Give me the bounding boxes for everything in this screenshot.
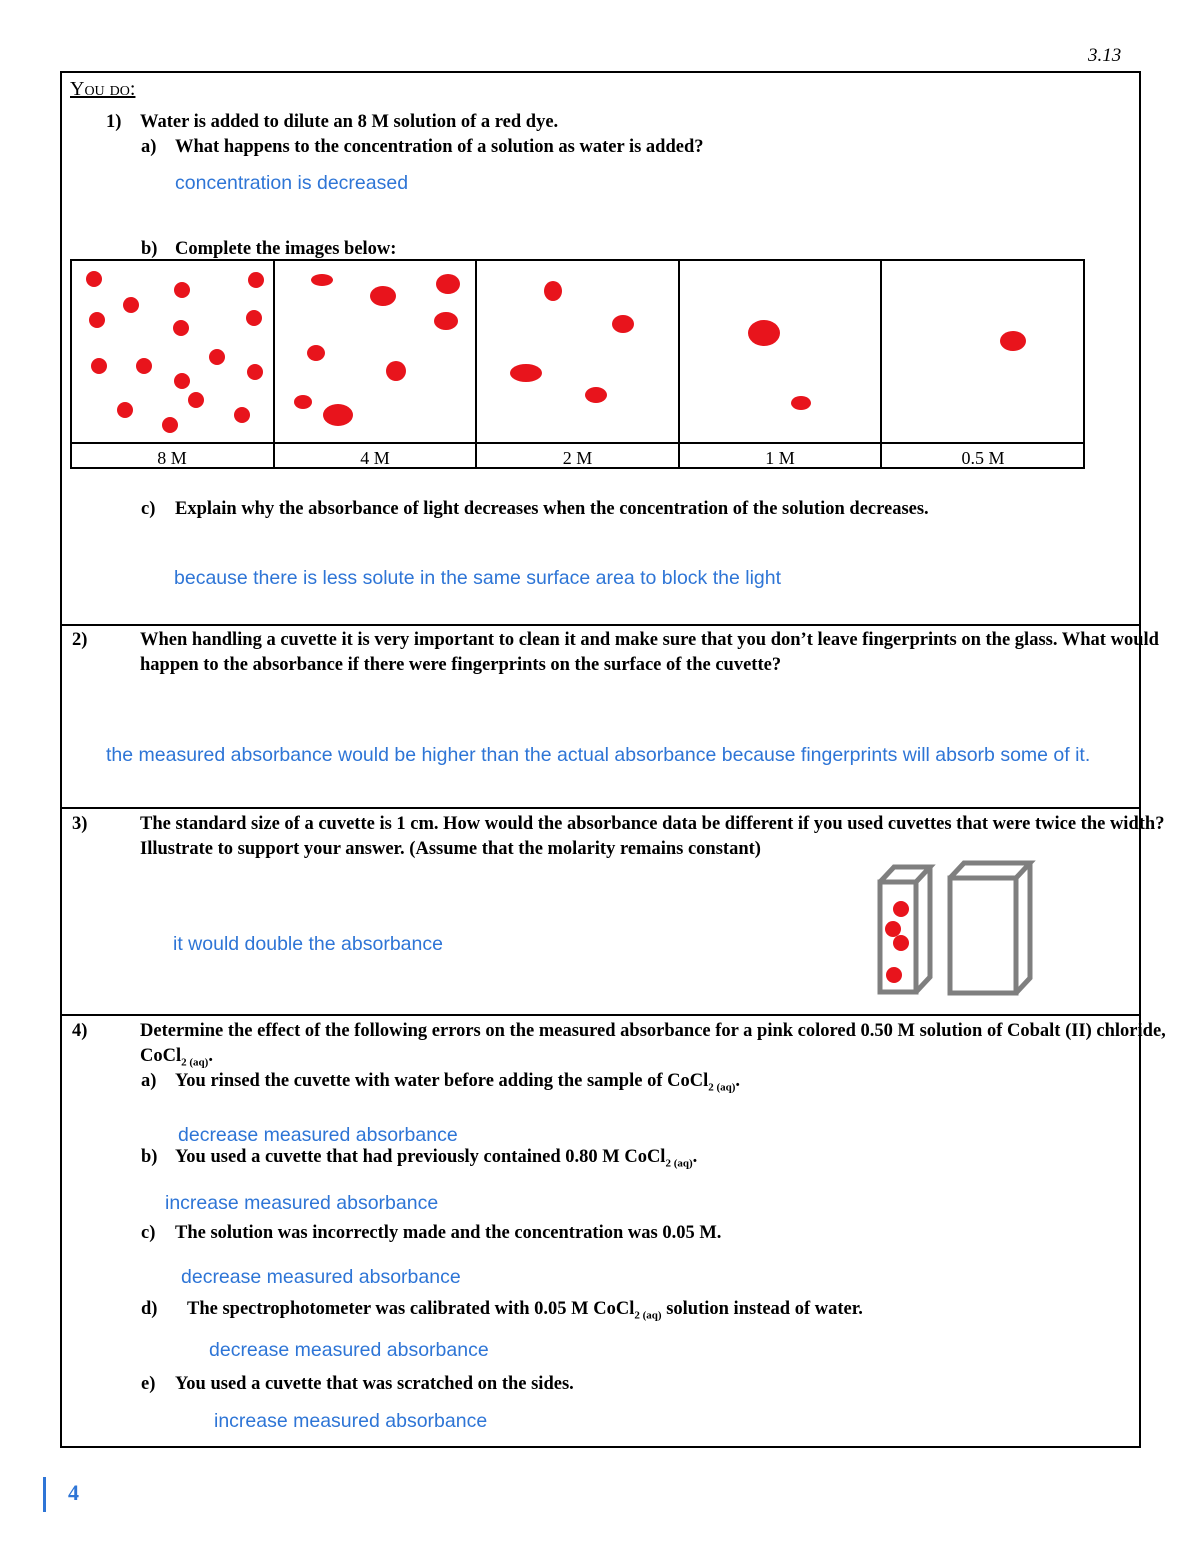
dye-particle xyxy=(893,901,909,917)
answer-1c: because there is less solute in the same surface area to block the light xyxy=(174,567,782,589)
question-4d: d) The spectrophotometer was calibrated with 0.05 M CoCl$_{2 (aq)}$ solution instead of water. xyxy=(141,1299,863,1322)
dye-particle xyxy=(174,373,190,389)
concentration-label: 2 M xyxy=(562,448,593,468)
footer-bar xyxy=(43,1477,46,1512)
question-4e: e) You used a cuvette that was scratched on the sides. xyxy=(141,1374,574,1394)
dye-particle xyxy=(162,417,178,433)
dye-particle xyxy=(434,312,458,330)
answer-1a: concentration is decreased xyxy=(175,172,409,194)
concentration-label: 8 M xyxy=(157,448,187,468)
dye-particle xyxy=(585,387,607,403)
question-2: 2) When handling a cuvette it is very important to clean it and make sure that you don’t leave fingerprints on the glass. What would happen to the absorbance if there were fingerprints on the surface of the cuvette? xyxy=(72,630,1159,675)
answer-3: it would double the absorbance xyxy=(173,933,443,955)
divider xyxy=(60,624,1141,626)
dye-particle xyxy=(174,282,190,298)
question-1: 1) Water is added to dilute an 8 M solution of a red dye. xyxy=(106,112,559,132)
cuvette-illustration xyxy=(870,855,1040,1005)
page-number: 4 xyxy=(68,1480,79,1505)
dye-particle xyxy=(173,320,189,336)
dye-particle xyxy=(748,320,780,346)
concentration-diagram xyxy=(70,259,1085,469)
dots-8m xyxy=(86,271,264,433)
concentration-svg xyxy=(70,259,1085,469)
dye-particle xyxy=(307,345,325,361)
dye-particle xyxy=(89,312,105,328)
dye-particle xyxy=(247,364,263,380)
wide-cuvette-front xyxy=(950,878,1016,993)
dots-4m xyxy=(294,274,460,426)
dye-particle xyxy=(123,297,139,313)
answer-4b: increase measured absorbance xyxy=(165,1192,439,1214)
dye-particle xyxy=(209,349,225,365)
dye-particle xyxy=(885,921,901,937)
section-title: You do: xyxy=(70,78,136,100)
answer-2: the measured absorbance would be higher than the actual absorbance because fingerprints will absorb some of it. xyxy=(106,744,1091,766)
concentration-label: 0.5 M xyxy=(961,448,1005,468)
answer-4e: increase measured absorbance xyxy=(214,1410,488,1432)
dye-particle xyxy=(886,967,902,983)
divider xyxy=(60,807,1141,809)
dots-1m xyxy=(748,320,811,410)
section-number: 3.13 xyxy=(1088,45,1122,66)
dye-particle xyxy=(136,358,152,374)
answer-4c: decrease measured absorbance xyxy=(181,1266,461,1288)
dye-particle xyxy=(311,274,333,286)
dye-particle xyxy=(91,358,107,374)
question-1c: c) Explain why the absorbance of light decreases when the concentration of the solution decreases. xyxy=(141,499,929,519)
dye-particle xyxy=(544,281,562,301)
concentration-label: 4 M xyxy=(360,448,390,468)
dye-particle xyxy=(386,361,406,381)
dye-particle xyxy=(893,935,909,951)
dye-particle xyxy=(294,395,312,409)
question-1b: b) Complete the images below: xyxy=(141,239,397,259)
divider xyxy=(60,1014,1141,1016)
dye-particle xyxy=(188,392,204,408)
dots-0.5m xyxy=(1000,331,1026,351)
question-4c: c) The solution was incorrectly made and the concentration was 0.05 M. xyxy=(141,1223,722,1243)
answer-4d: decrease measured absorbance xyxy=(209,1339,489,1361)
diagram-border xyxy=(71,260,1084,468)
dye-particle xyxy=(510,364,542,382)
dye-particle xyxy=(246,310,262,326)
dye-particle xyxy=(86,271,102,287)
question-4: 4) Determine the effect of the following errors on the measured absorbance for a pink colored 0.50 M solution of Cobalt (II) chloride, CoCl$_{2 (aq)}$. xyxy=(72,1021,1166,1069)
answer-4a: decrease measured absorbance xyxy=(178,1124,458,1146)
question-3: 3) The standard size of a cuvette is 1 cm. How would the absorbance data be different if you used cuvettes that were twice the width? Illustrate to support your answer. (Assume that the molarity remains constant) xyxy=(72,814,1165,859)
question-1a: a) What happens to the concentration of a solution as water is added? xyxy=(141,137,704,157)
concentration-label: 1 M xyxy=(765,448,795,468)
dye-particle xyxy=(234,407,250,423)
wide-cuvette xyxy=(950,863,1030,993)
cuvette-svg xyxy=(870,855,1040,1005)
dye-particle xyxy=(791,396,811,410)
question-4b: b) You used a cuvette that had previously contained 0.80 M CoCl$_{2 (aq)}$. xyxy=(141,1147,698,1170)
cuvette-particles xyxy=(885,901,909,983)
dots-2m xyxy=(510,281,634,403)
dye-particle xyxy=(117,402,133,418)
dye-particle xyxy=(370,286,396,306)
question-4a: a) You rinsed the cuvette with water before adding the sample of CoCl$_{2 (aq)}$. xyxy=(141,1071,741,1094)
dye-particle xyxy=(248,272,264,288)
dye-particle xyxy=(612,315,634,333)
dye-particle xyxy=(436,274,460,294)
dye-particle xyxy=(1000,331,1026,351)
dye-particle xyxy=(323,404,353,426)
